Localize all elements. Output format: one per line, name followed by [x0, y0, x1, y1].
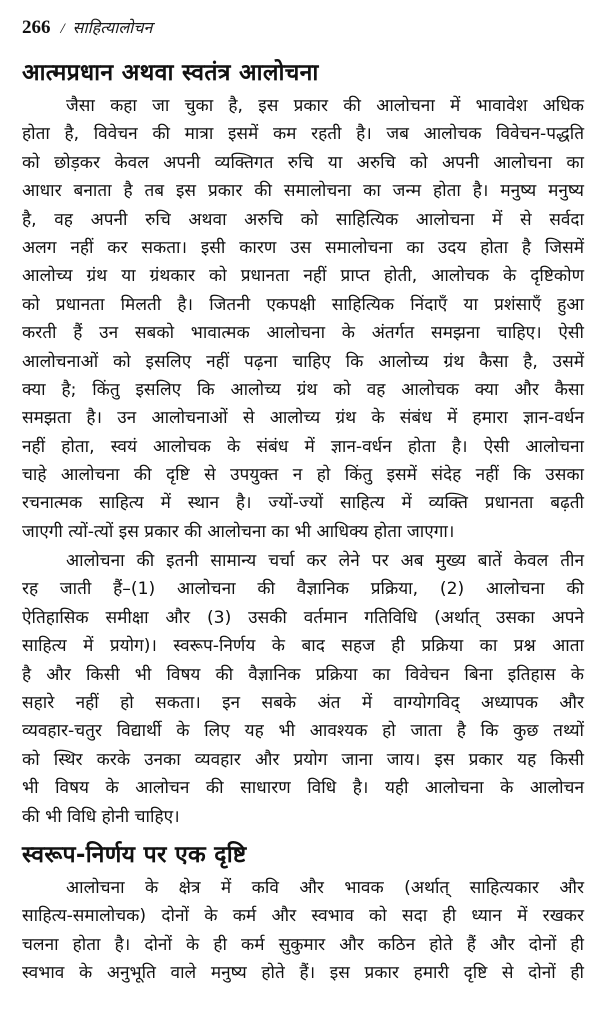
text-line: रचनात्मक साहित्य में स्थान है। ज्यों-ज्यों साहित्य में व्यक्ति प्रधानता बढ़ती	[22, 493, 584, 514]
paragraph	[22, 874, 584, 988]
text-line: को छोड़कर केवल अपनी व्यक्तिगत रुचि या अरुचि को अपनी आलोचना का	[22, 152, 584, 173]
text-line: चलना होता है। दोनों के ही कर्म सुकुमार और कठिन होते हैं और दोनों ही	[22, 934, 584, 955]
paragraph	[22, 92, 584, 546]
text-line: सहारे नहीं हो सकता। इन सबके अंत में वाग्योगविद् अध्यापक और	[22, 692, 584, 713]
running-head-separator: /	[60, 21, 65, 37]
text-line: चाहे आलोचना की दृष्टि से उपयुक्त न हो किंतु इसमें संदेह नहीं कि उसका	[22, 465, 584, 486]
section-heading-swaroop-nirnay: स्वरूप-निर्णय पर एक दृष्टि	[22, 842, 247, 868]
text-line: स्वभाव के अनुभूति वाले मनुष्य होते हैं। इस प्रकार हमारी दृष्टि से दोनों ही	[22, 963, 584, 984]
text-line: व्यवहार-चतुर विद्यार्थी के लिए यह भी आवश्यक हो जाता है कि कुछ तथ्यों	[22, 721, 584, 742]
text-line: होता है, विवेचन की मात्रा इसमें कम रहती है। जब आलोचक विवेचन-पद्धति	[22, 124, 584, 145]
text-line: को प्रधानता मिलती है। जितनी एकपक्षी साहित्यिक निंदाएँ या प्रशंसाएँ हुआ	[22, 294, 584, 315]
paragraph	[22, 547, 584, 831]
text-line: समझता है। उन आलोचनाओं से आलोच्य ग्रंथ के संबंध में हमारा ज्ञान-वर्धन	[22, 408, 584, 429]
text-line: भी विषय के आलोचन की साधारण विधि है। यही आलोचना के आलोचन	[22, 778, 584, 799]
text-line: ऐतिहासिक समीक्षा और (3) उसकी वर्तमान गतिविधि (अर्थात् उसका अपने	[22, 607, 584, 628]
text-line: आलोचना की इतनी सामान्य चर्चा कर लेने पर अब मुख्य बातें केवल तीन	[66, 551, 584, 571]
text-line: है, वह अपनी रुचि अथवा अरुचि को साहित्यिक आलोचना में से सर्वदा	[22, 209, 584, 230]
section-heading-atmapradhan: आत्मप्रधान अथवा स्वतंत्र आलोचना	[22, 60, 319, 86]
text-line: जाएगी त्यों-त्यों इस प्रकार की आलोचना का भी आधिक्य होता जाएगा।	[22, 521, 455, 542]
text-line: करती हैं उन सबको भावात्मक आलोचना के अंतर्गत समझना चाहिए। ऐसी	[22, 323, 584, 344]
text-line: आलोचना के क्षेत्र में कवि और भावक (अर्थात् साहित्यकार और	[66, 878, 584, 898]
text-line: आलोचनाओं को इसलिए नहीं पढ़ना चाहिए कि आलोच्य ग्रंथ कैसा है, उसमें	[22, 351, 584, 372]
text-line: को स्थिर करके उनका व्यवहार और प्रयोग जाना जाय। इस प्रकार यह किसी	[22, 749, 584, 770]
text-line: रह जाती हैं–(1) आलोचना की वैज्ञानिक प्रक्रिया, (2) आलोचना की	[22, 579, 584, 600]
text-line: क्या है; किंतु इसलिए कि आलोच्य ग्रंथ को वह आलोचक क्या और कैसा	[22, 379, 584, 400]
text-line: आलोच्य ग्रंथ या ग्रंथकार को प्रधानता नहीं प्राप्त होती, आलोचक के दृष्टिकोण	[22, 266, 584, 287]
running-head	[22, 16, 152, 41]
text-line: जैसा कहा जा चुका है, इस प्रकार की आलोचना में भावावेश अधिक	[66, 96, 584, 116]
text-line: अलग नहीं कर सकता। इसी कारण उस समालोचना का उदय होता है जिसमें	[22, 237, 584, 258]
book-title: साहित्यालोचन	[72, 18, 153, 37]
text-line: साहित्य में प्रयोग)। स्वरूप-निर्णय के बाद सहज ही प्रक्रिया का प्रश्न आता	[22, 636, 584, 657]
text-line: साहित्य-समालोचक) दोनों के कर्म और स्वभाव को सदा ही ध्यान में रखकर	[22, 906, 584, 927]
text-line: नहीं होता, स्वयं आलोचक के संबंध में ज्ञान-वर्धन होता है। ऐसी आलोचना	[22, 436, 584, 457]
text-line: है और किसी भी विषय की वैज्ञानिक प्रक्रिया का विवेचन बिना इतिहास के	[22, 664, 584, 685]
page-number: 266	[22, 17, 51, 38]
text-line: की भी विधि होनी चाहिए।	[22, 806, 180, 827]
text-line: आधार बनाता है तब इस प्रकार की समालोचना का जन्म होता है। मनुष्य मनुष्य	[22, 181, 584, 202]
